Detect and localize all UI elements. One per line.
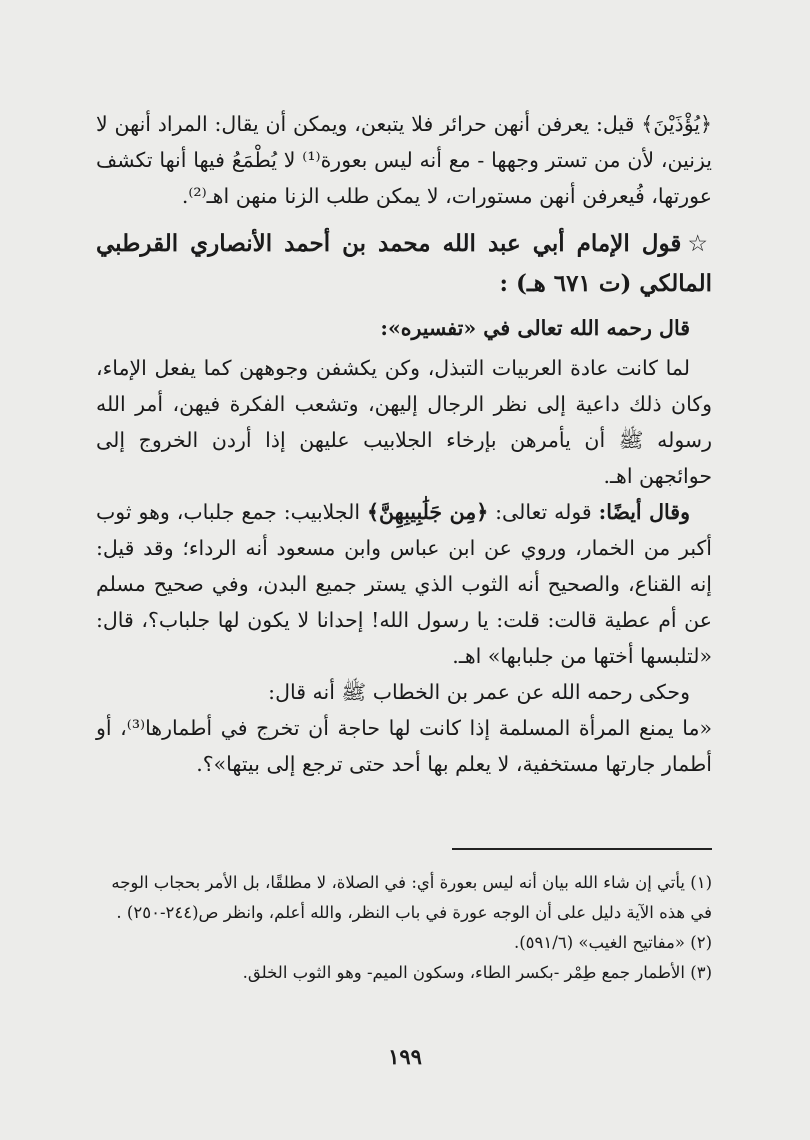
sub-heading: قال رحمه الله تعالى في «تفسيره»: [380, 316, 690, 340]
paragraph-3-intro: قوله تعالى: [488, 500, 599, 524]
section-heading-text: قول الإمام أبي عبد الله محمد بن أحمد الأنصاري القرطبي المالكي (ت ٦٧١ هـ) : [96, 230, 712, 297]
paragraph-3 [96, 494, 712, 674]
footnote-number: (١) [690, 873, 712, 892]
main-text [96, 106, 712, 782]
quran-quote: ﴿مِن جَلَٰبِيبِهِنَّ﴾ [367, 500, 489, 524]
paragraph-3-lead: وقال أيضًا: [598, 500, 690, 524]
footnote-number: (٣) [690, 963, 712, 982]
paragraph-3-rest: الجلابيب: جمع جلباب، وهو ثوب أكبر من الخمار، وروي عن ابن عباس وابن مسعود أنه الرداء؛ وقد قيل: إنه القناع، والصحيح أنه الثوب الذي يستر جميع البدن، وفي صحيح مسلم عن أم عطية قالت: قلت: يا رسول الله! إحدانا لا يكون لها جلباب؟، قال: «لتلبسها أختها من جلبابها» اهـ. [96, 500, 712, 668]
footnote-divider [452, 848, 712, 850]
paragraph-1: ﴿يُؤْذَيْنَ﴾ قيل: يعرفن أنهن حرائر فلا يتبعن، ويمكن أن يقال: المراد أنهن لا يزنين، لأن من تستر وجهها - مع أنه ليس بعورة⁽¹⁾ لا يُطْمَعُ فيها أنها تكشف عورتها، فُيعرفن أنهن مستورات، لا يمكن طلب الزنا منهن اهـ⁽²⁾. [96, 112, 712, 208]
paragraph-2: لما كانت عادة العربيات التبذل، وكن يكشفن وجوههن كما يفعل الإماء، وكان ذلك داعية إلى نظر الرجال إليهن، وتشعب الفكرة فيهن، أمر الله رسوله ﷺ أن يأمرهن بإرخاء الجلابيب عليهن إذا أردن الخروج إلى حوائجهن اهـ. [96, 356, 712, 488]
page-number: ١٩٩ [388, 1044, 422, 1069]
footnote-text: يأتي إن شاء الله بيان أنه ليس بعورة أي: في الصلاة، لا مطلقًا، بل الأمر بحجاب الوجه في هذه الآية دليل على أن الوجه عورة في باب النظر، والله أعلم، وانظر ص(٢٤٤-٢٥٠) . [111, 873, 712, 922]
footnote-1 [96, 868, 712, 928]
footnotes [96, 868, 712, 988]
star-icon: ☆ [687, 231, 713, 257]
footnote-text: الأطمار جمع طِمْر -بكسر الطاء، وسكون الميم- وهو الثوب الخلق. [242, 963, 685, 982]
paragraph-5: «ما يمنع المرأة المسلمة إذا كانت لها حاجة أن تخرج في أطمارها⁽³⁾، أو أطمار جارتها مستخفية، لا يعلم بها أحد حتى ترجع إلى بيتها»؟. [96, 716, 712, 776]
footnote-2 [96, 928, 712, 958]
footnote-number: (٢) [690, 933, 712, 952]
paragraph-4: وحكى رحمه الله عن عمر بن الخطاب ﷺ أنه قال: [268, 680, 690, 704]
section-heading [96, 224, 712, 304]
footnote-3 [96, 958, 712, 988]
footnote-text: «مفاتيح الغيب» (٥٩١/٦). [513, 933, 685, 952]
